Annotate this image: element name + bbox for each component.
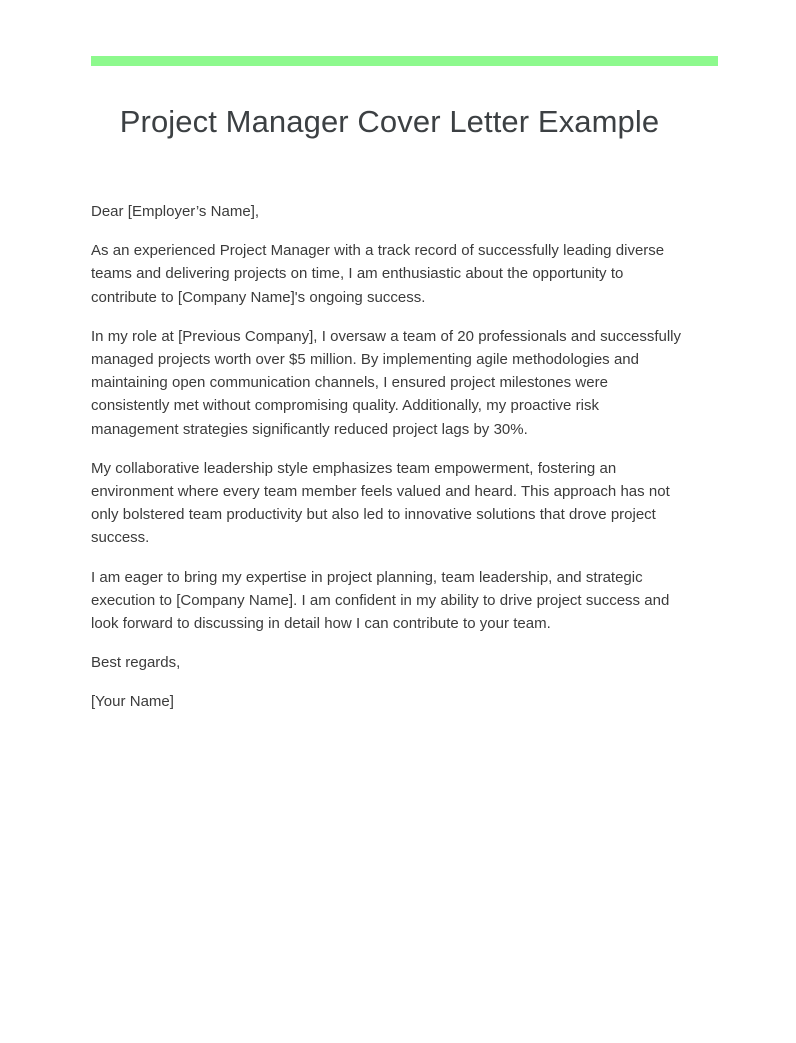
leadership-paragraph: My collaborative leadership style emphasizes team empowerment, fostering an environment where every team member feels valued and heard. This approach has not only bolstered team productivity but also led to innovative solutions that drove project success. [91,459,670,547]
page-title: Project Manager Cover Letter Example [119,104,660,139]
green-accent-bar [91,56,718,66]
signature-paragraph: [Your Name] [91,693,174,711]
signoff-paragraph: Best regards, [91,654,181,672]
experience-paragraph: In my role at [Previous Company], I oversaw a team of 20 professionals and successfully managed projects worth over $5 million. By implementing agile methodologies and maintaining open communication channels, I ensured project milestones were consistently met without compromising quality. Additionally, my proactive risk management strategies significantly reduced project lags by 30%. [91,327,682,438]
closing-pitch-paragraph: I am eager to bring my expertise in project planning, team leadership, and strategic execution to [Company Name]. I am confident in my ability to drive project success and look forward to discussing in detail how I can contribute to your team. [91,568,670,633]
letter-body [91,200,685,714]
salutation-paragraph: Dear [Employer’s Name], [91,203,260,220]
intro-paragraph: As an experienced Project Manager with a track record of successfully leading diverse teams and delivering projects on time, I am enthusiastic about the opportunity to contribute to [Company Name]'s ongoing success. [91,242,665,306]
